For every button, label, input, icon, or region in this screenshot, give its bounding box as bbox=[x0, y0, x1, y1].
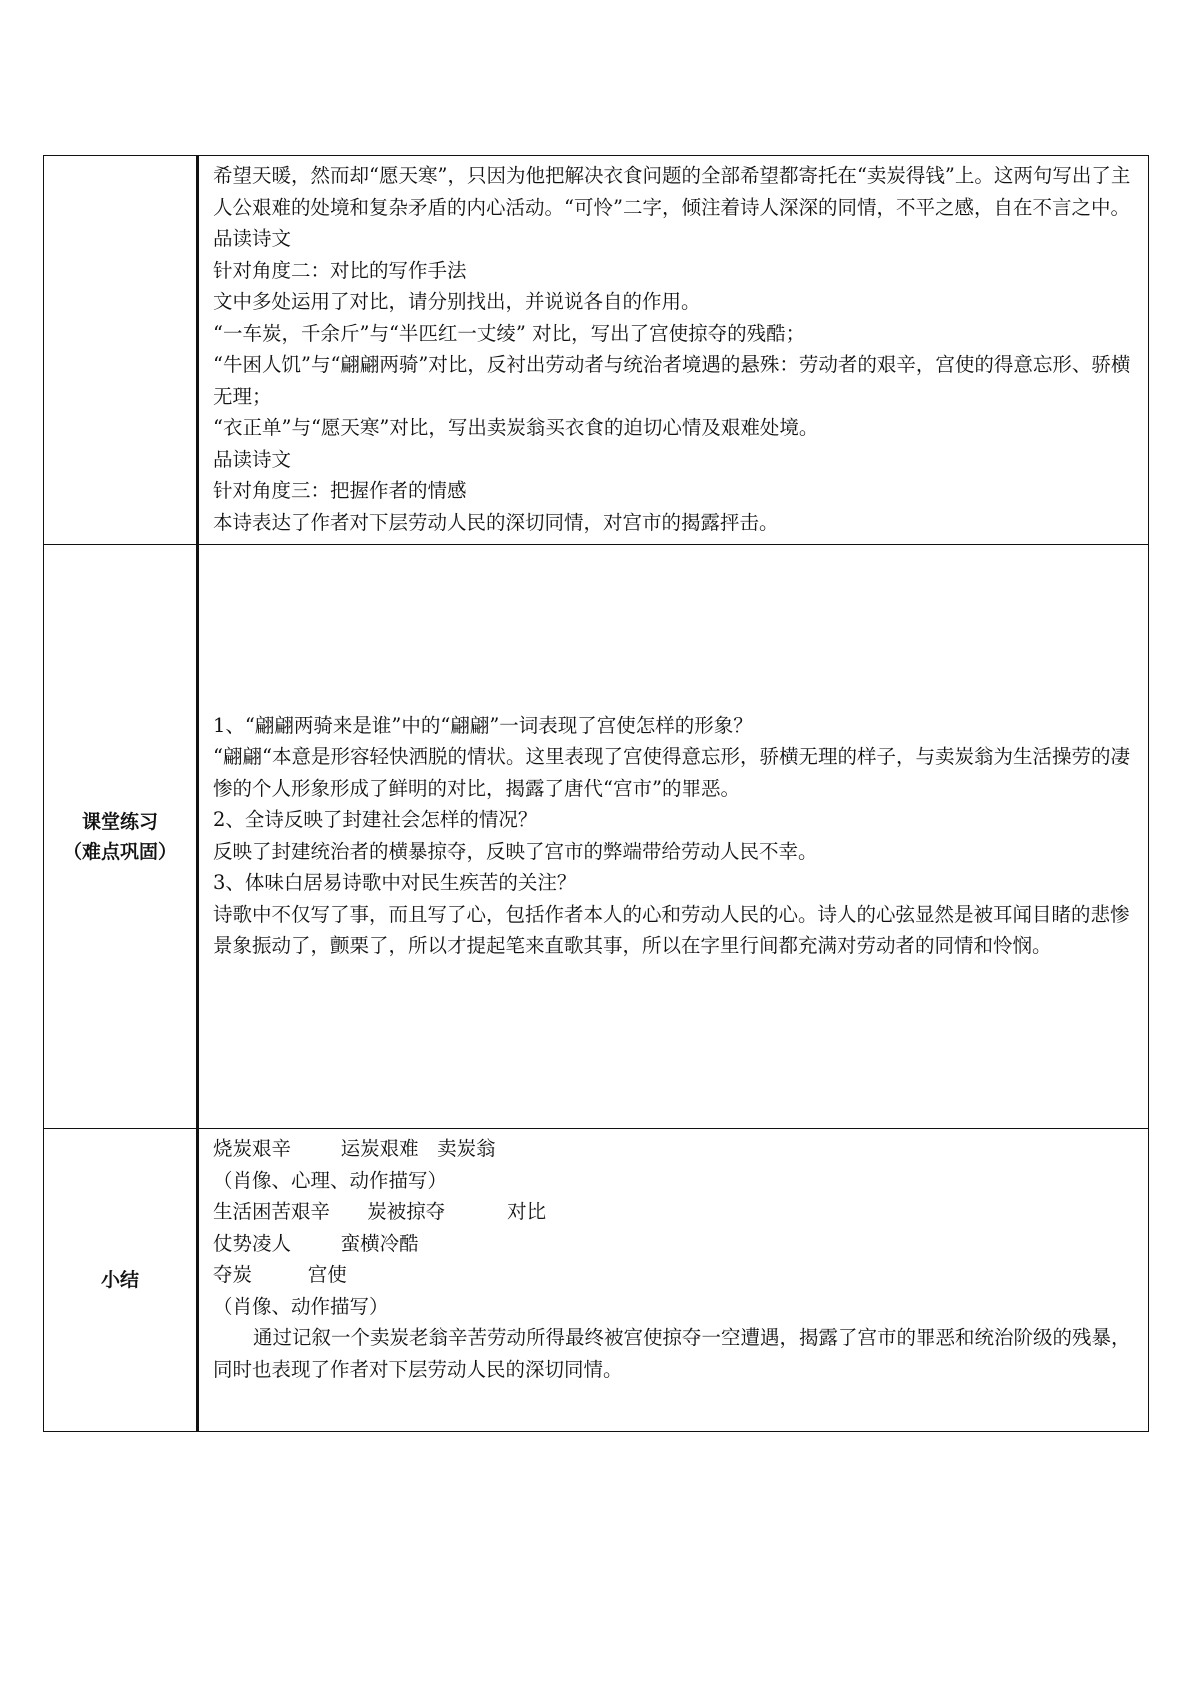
row-label-sub: （难点巩固） bbox=[62, 840, 177, 863]
paragraph: 文中多处运用了对比，请分别找出，并说说各自的作用。 bbox=[213, 290, 701, 313]
section-heading: 针对角度二：对比的写作手法 bbox=[213, 258, 467, 282]
content-cell bbox=[198, 156, 1149, 545]
table-row bbox=[44, 1129, 1149, 1432]
row-label-cell bbox=[44, 1129, 198, 1432]
answer: 反映了封建统治者的横暴掠夺，反映了宫市的弊端带给劳动人民不幸。 bbox=[213, 839, 818, 863]
summary-line: （肖像、心理、动作描写） bbox=[213, 1168, 448, 1192]
lesson-plan-table bbox=[43, 155, 1149, 1432]
summary-line: 生活困苦艰辛 炭被掠夺 对比 bbox=[213, 1200, 547, 1223]
paragraph: 本诗表达了作者对下层劳动人民的深切同情，对宫市的揭露抨击。 bbox=[213, 510, 779, 534]
section-heading: 品读诗文 bbox=[213, 447, 292, 471]
answer: 诗歌中不仅写了事，而且写了心，包括作者本人的心和劳动人民的心。诗人的心弦显然是被耳闻目睹的悲惨景象振动了，颤栗了，所以才提起笔来直歌其事，所以在字里行间都充满对劳动者的同情和怜悯。 bbox=[213, 902, 1130, 957]
paragraph: 希望天暖，然而却“愿天寒”，只因为他把解决衣食问题的全部希望都寄托在“卖炭得钱”上。这两句写出了主人公艰难的处境和复杂矛盾的内心活动。“可怜”二字，倾注着诗人深深的同情，不平之感，自在不言之中。 bbox=[213, 164, 1131, 219]
row-label-cell bbox=[44, 156, 198, 545]
table-row bbox=[44, 156, 1149, 545]
question: 3、体味白居易诗歌中对民生疾苦的关注？ bbox=[213, 871, 577, 894]
content-cell bbox=[198, 545, 1149, 1129]
summary-line: 烧炭艰辛 运炭艰难 卖炭翁 bbox=[213, 1137, 496, 1160]
content-cell bbox=[198, 1129, 1149, 1432]
summary-line: （肖像、动作描写） bbox=[213, 1294, 389, 1318]
summary-paragraph: 通过记叙一个卖炭老翁辛苦劳动所得最终被宫使掠夺一空遭遇，揭露了宫市的罪恶和统治阶级的残暴，同时也表现了作者对下层劳动人民的深切同情。 bbox=[213, 1326, 1131, 1381]
section-heading: 针对角度三：把握作者的情感 bbox=[213, 479, 467, 502]
row-label-cell bbox=[44, 545, 198, 1129]
section-heading: 品读诗文 bbox=[213, 227, 292, 250]
answer: “翩翩“本意是形容轻快洒脱的情状。这里表现了宫使得意忘形，骄横无理的样子，与卖炭翁为生活操劳的凄惨的个人形象形成了鲜明的对比，揭露了唐代“宫市”的罪恶。 bbox=[213, 745, 1130, 800]
paragraph: “一车炭，千余斤”与“半匹红一丈绫” 对比，写出了宫使掠夺的残酷； bbox=[213, 321, 806, 345]
question: 2、全诗反映了封建社会怎样的情况？ bbox=[213, 808, 538, 831]
summary-line: 夺炭 宫使 bbox=[213, 1263, 347, 1286]
paragraph: “牛困人饥”与“翩翩两骑”对比，反衬出劳动者与统治者境遇的悬殊：劳动者的艰辛，宫使的得意忘形、骄横无理； bbox=[213, 353, 1131, 408]
paragraph: “衣正单”与“愿天寒”对比，写出卖炭翁买衣食的迫切心情及艰难处境。 bbox=[213, 416, 819, 439]
row-label: 小结 bbox=[100, 1269, 139, 1291]
question: 1、“翩翩两骑来是谁”中的“翩翩”一词表现了宫使怎样的形象？ bbox=[213, 713, 753, 737]
summary-line: 仗势凌人 蛮横冷酷 bbox=[213, 1231, 419, 1255]
table-row bbox=[44, 545, 1149, 1129]
row-label: 课堂练习 bbox=[81, 810, 158, 833]
